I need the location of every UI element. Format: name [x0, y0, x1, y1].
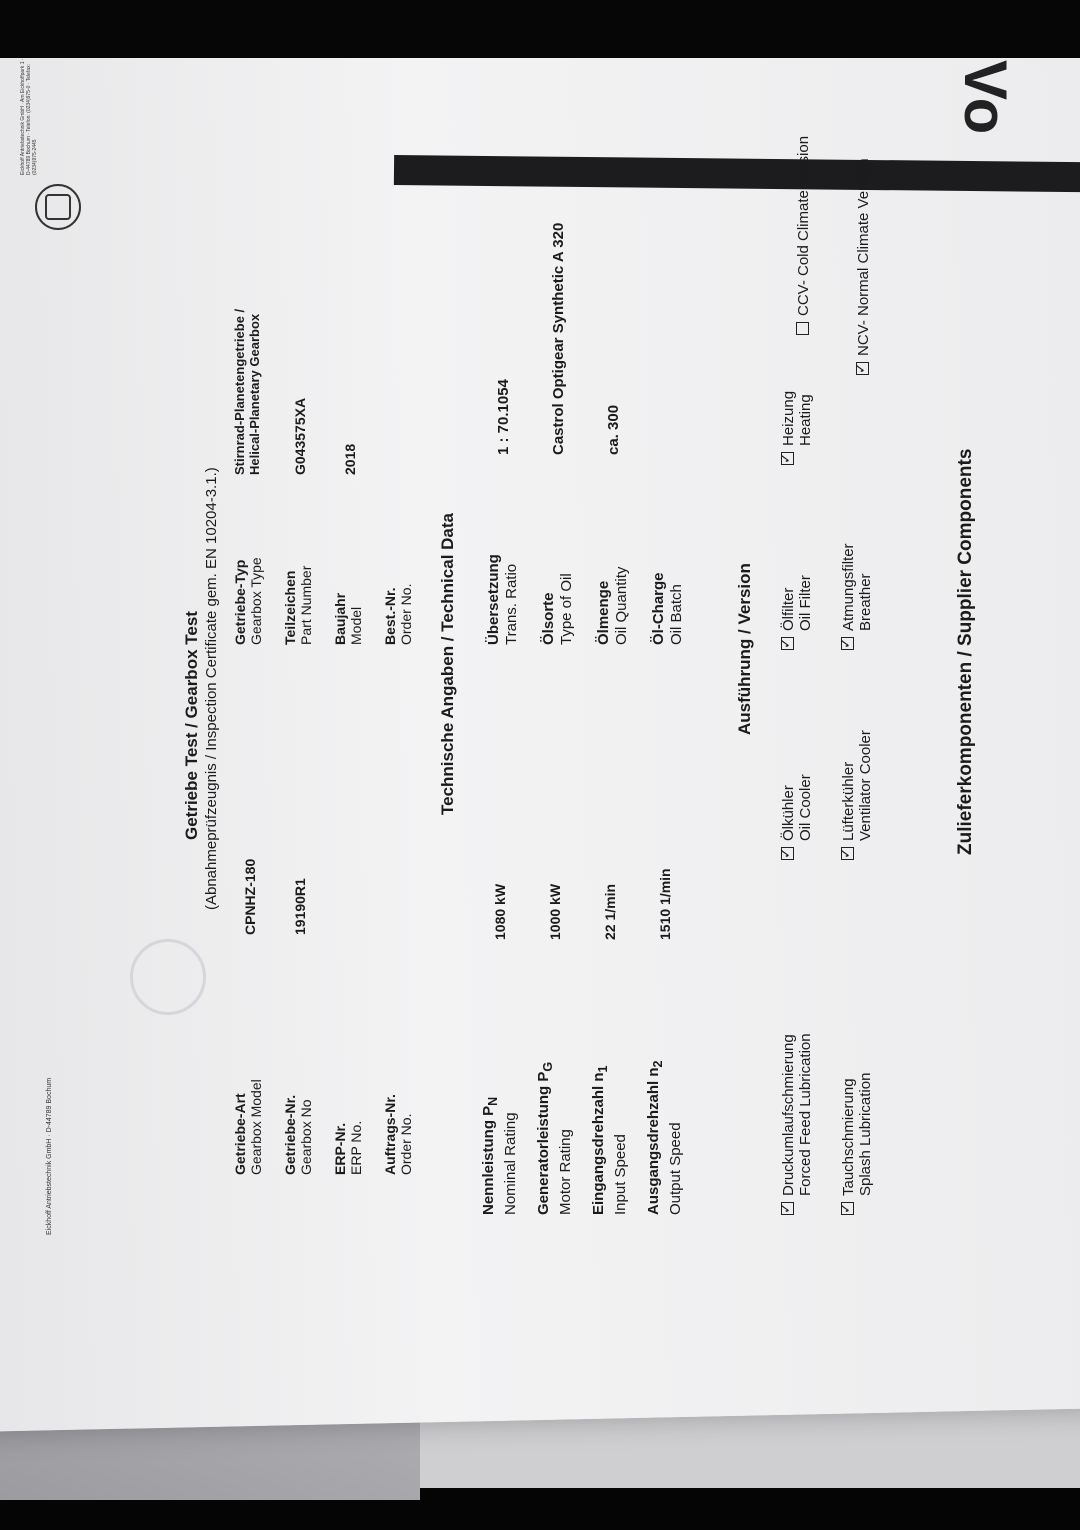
- page-title: Getriebe Test / Gearbox Test: [182, 611, 201, 840]
- checkbox-label: Tauchschmierung Splash Lubrication: [840, 1072, 874, 1196]
- company-line: Eickhoff Antriebstechnik GmbH · D-44789 Bochum: [46, 1077, 53, 1235]
- checkbox-label: Ölkühler Oil Cooler: [780, 774, 814, 841]
- supplier-header: Zulieferkomponenten / Supplier Components: [955, 448, 976, 855]
- field-value: 1 : 70.1054: [495, 379, 512, 455]
- field-label: Best.-Nr. Order No.: [382, 583, 414, 645]
- checkbox-label: Lüfterkühler Ventilator Cooler: [840, 730, 874, 841]
- field-value: 19190R1: [292, 878, 308, 935]
- page-subtitle: (Abnahmeprüfzeugnis / Inspection Certificate gem. EN 10204-3.1.): [203, 467, 220, 910]
- checkbox-label: Atmungsfilter Breather: [840, 543, 874, 631]
- field-label: Generatorleistung $P_G$ Motor Rating: [535, 1061, 574, 1215]
- checkbox-splash[interactable]: [840, 1073, 874, 1215]
- field-value: 22 1/min: [602, 883, 618, 940]
- checkbox-oil-cooler[interactable]: [780, 774, 814, 860]
- checkbox-icon: [781, 637, 794, 650]
- checkbox-heating[interactable]: [780, 391, 814, 465]
- field-label: Getriebe-Typ Gearbox Type: [232, 557, 264, 645]
- checkbox-label: CCV- Cold Climate Version: [795, 135, 812, 316]
- checkbox-label: Heizung Heating: [780, 390, 814, 446]
- checkbox-icon: [841, 847, 854, 860]
- checkbox-icon: [841, 637, 854, 650]
- checkbox-breather[interactable]: [840, 543, 874, 650]
- field-label: Übersetzung Trans. Ratio: [485, 554, 520, 645]
- certification-logo: [35, 184, 81, 230]
- corner-text: Vo: [952, 60, 1019, 137]
- checkbox-ccv[interactable]: [795, 136, 812, 335]
- checkbox-forced-feed[interactable]: [780, 1033, 814, 1215]
- watermark-logo: [130, 939, 206, 1015]
- checkbox-label: NCV- Normal Climate Version: [855, 158, 872, 356]
- checkbox-icon: [781, 1202, 794, 1215]
- field-label: Teilzeichen Part Number: [282, 565, 314, 645]
- checkbox-ncv[interactable]: [855, 158, 872, 375]
- field-label: Öl-Charge Oil Batch: [650, 572, 685, 645]
- field-label: Getriebe-Nr. Gearbox No: [282, 1094, 314, 1175]
- checkbox-icon: [856, 362, 869, 375]
- logo-mark: [45, 194, 71, 220]
- checkbox-ventilator[interactable]: [840, 730, 874, 860]
- field-value: CPNHZ-180: [242, 858, 258, 935]
- checkbox-icon: [781, 847, 794, 860]
- checkbox-label: Druckumlaufschmierung Forced Feed Lubrication: [780, 1033, 814, 1196]
- field-value: 2018: [342, 443, 358, 475]
- field-value: 1080 kW: [492, 883, 508, 940]
- field-value: ca. 300: [605, 404, 622, 455]
- field-value: 1000 kW: [547, 883, 563, 940]
- version-header: Ausführung / Version: [735, 563, 754, 735]
- field-label: Ölsorte Type of Oil: [540, 573, 575, 645]
- field-label: Nennleistung $P_N$ Nominal Rating: [480, 1096, 519, 1215]
- certificate-document: [20, 35, 1080, 1235]
- field-label: Auftrags-Nr. Order No.: [382, 1094, 414, 1175]
- field-value: Castrol Optigear Synthetic A 320: [550, 222, 567, 455]
- field-label: Baujahr Model: [332, 592, 364, 645]
- checkbox-icon: [781, 452, 794, 465]
- company-address: Eickhoff Antriebstechnik GmbH · Am Eickhoffpark 1 · D-44789 Bochum · Telefon: (0234)975-0 · Telefax: (0234)975-2445: [20, 58, 38, 175]
- field-label: Getriebe-Art Gearbox Model: [232, 1079, 264, 1175]
- checkbox-oil-filter[interactable]: [780, 575, 814, 650]
- field-label: Eingangsdrehzahl $n_1$ Input Speed: [590, 1065, 629, 1215]
- field-label: Ausgangsdrehzahl $n_2$ Output Speed: [645, 1060, 684, 1215]
- technical-data-header: Technische Angaben / Technical Data: [438, 513, 457, 815]
- field-value: Stirnrad-Planetengetriebe / Helical-Planetary Gearbox: [232, 308, 262, 475]
- checkbox-icon: [796, 322, 809, 335]
- checkbox-icon: [841, 1202, 854, 1215]
- field-label: Ölmenge Oil Quantity: [595, 566, 630, 645]
- field-value: 1510 1/min: [657, 868, 673, 940]
- checkbox-label: Ölfilter Oil Filter: [780, 575, 814, 631]
- field-label: ERP-Nr. ERP No.: [332, 1120, 364, 1175]
- field-value: G043575XA: [292, 397, 308, 475]
